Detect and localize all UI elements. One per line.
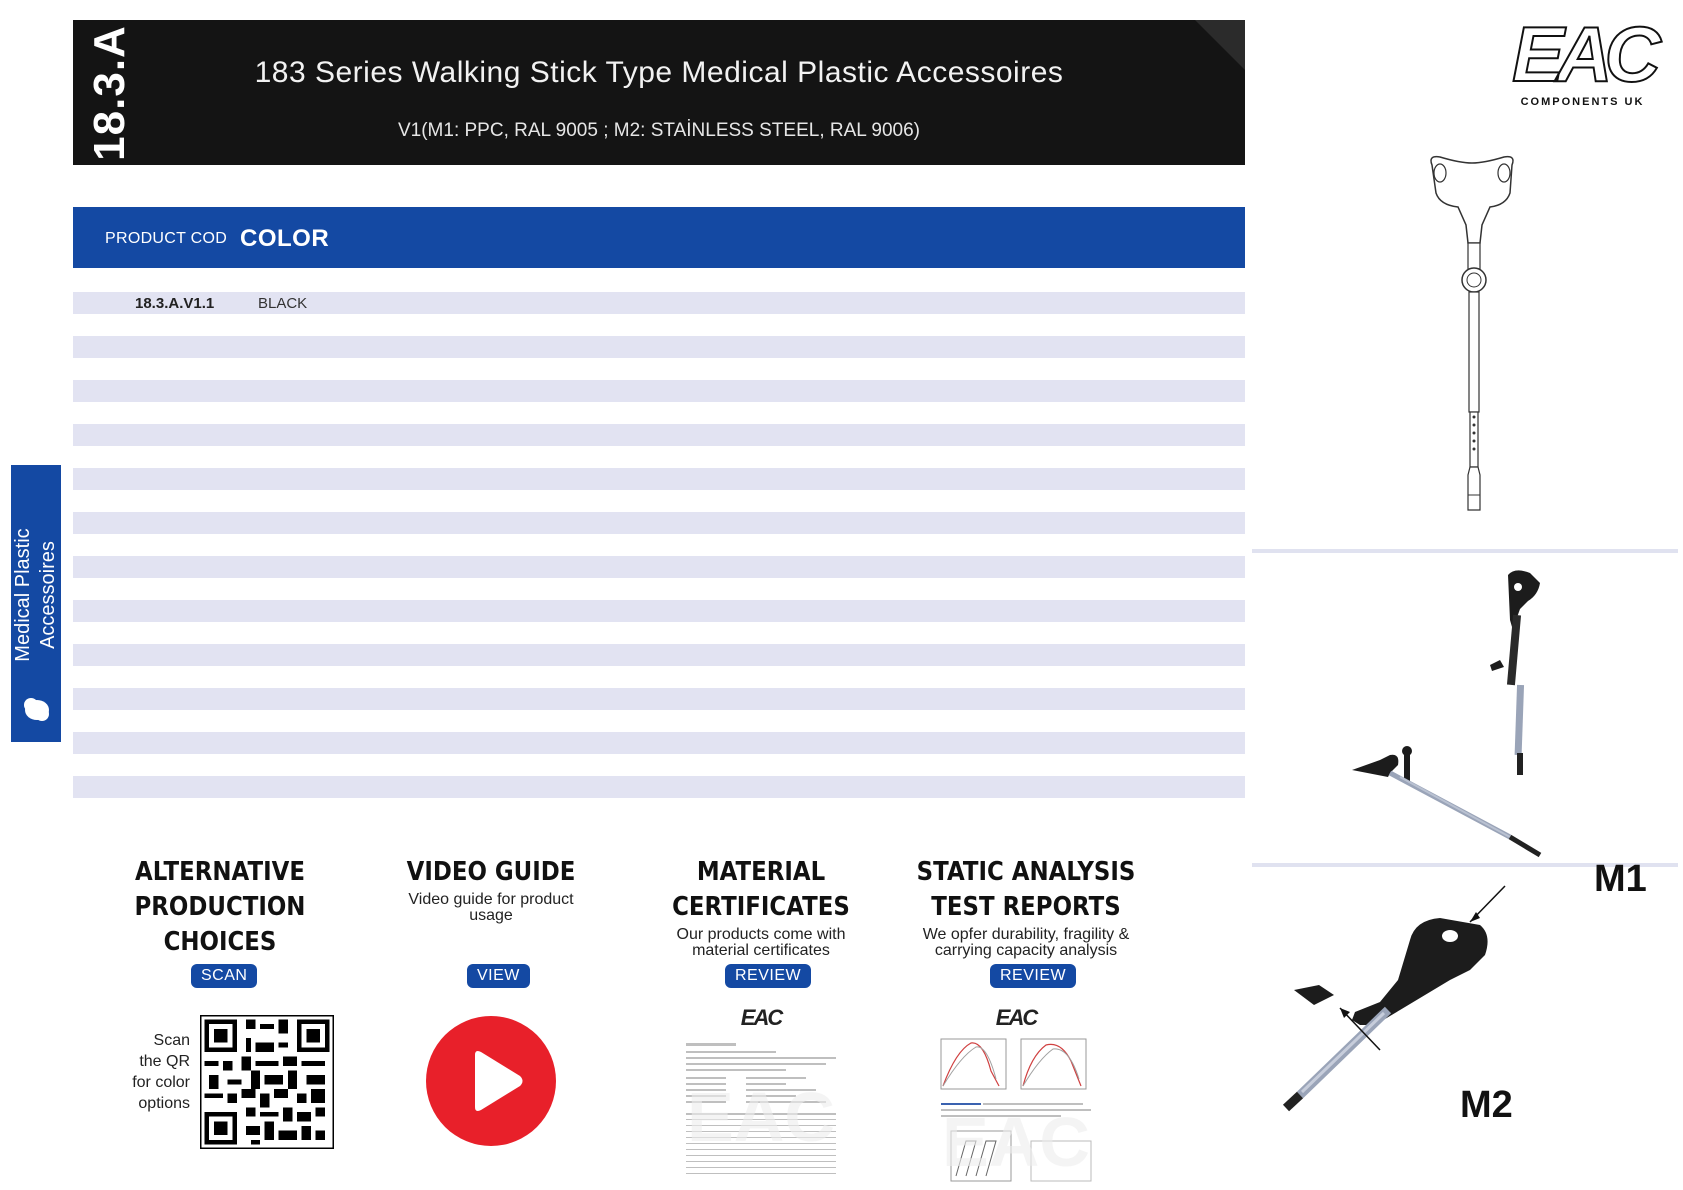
product-line-drawing — [1420, 155, 1530, 515]
table-row-empty — [73, 468, 1245, 490]
table-row-empty — [73, 732, 1245, 754]
svg-text:EAC: EAC — [687, 1078, 835, 1156]
table-row-empty — [73, 688, 1245, 710]
side-tab-label: Medical Plastic Accessoires — [12, 528, 59, 662]
page-subtitle: V1(M1: PPC, RAL 9005 ; M2: STAİNLESS STEEL, RAL 9006) — [397, 120, 921, 141]
doc-logo: EAC — [740, 1005, 782, 1030]
block-description: Our products come with material certificates — [676, 926, 846, 959]
review-reports-button[interactable]: REVIEW — [990, 964, 1076, 988]
block-title: VIDEO GUIDE — [406, 857, 576, 887]
table-row-empty — [73, 380, 1245, 402]
block-description: We opfer durability, fragility & carrying capacity analysis — [922, 926, 1130, 959]
doc-logo: EAC — [995, 1005, 1037, 1030]
block-title: CHOICES — [163, 927, 277, 957]
brand-subtitle: COMPONENTS UK — [1520, 96, 1645, 108]
block-title: MATERIAL — [696, 857, 826, 887]
alternative-choices-block — [95, 855, 345, 960]
header-banner — [73, 20, 1245, 165]
brand-logo — [1495, 10, 1670, 109]
table-row-empty — [73, 512, 1245, 534]
material-callout-render — [1280, 880, 1570, 1120]
report-document-thumbnail[interactable] — [921, 1005, 1111, 1190]
svg-text:EAC: EAC — [942, 1103, 1090, 1181]
table-row-empty — [73, 556, 1245, 578]
block-title: ALTERNATIVE — [135, 857, 305, 887]
brand-mark: EAC — [1512, 10, 1653, 98]
category-side-tab[interactable] — [11, 465, 61, 742]
cell-color: BLACK — [258, 295, 308, 312]
page-title: 183 Series Walking Stick Type Medical Plastic Accessoires — [254, 56, 1064, 89]
block-title: CERTIFICATES — [672, 892, 850, 922]
play-icon[interactable] — [425, 1015, 557, 1147]
cloud-icon — [21, 693, 51, 723]
static-analysis-block — [901, 855, 1151, 959]
table-row-empty — [73, 776, 1245, 798]
block-title: TEST REPORTS — [931, 892, 1121, 922]
view-button[interactable]: VIEW — [467, 964, 530, 988]
scan-note: Scan the QR for color options — [132, 1032, 190, 1112]
certificate-document-thumbnail[interactable] — [666, 1005, 856, 1190]
video-guide-block — [366, 855, 616, 924]
cell-product-code: 18.3.A.V1.1 — [135, 295, 215, 312]
table-row — [73, 292, 1245, 314]
material-certificates-block — [636, 855, 886, 959]
qr-code-icon[interactable] — [200, 1015, 334, 1149]
material-label-m2: M2 — [1460, 1084, 1513, 1126]
table-row-empty — [73, 644, 1245, 666]
product-render-pair — [1340, 565, 1600, 865]
block-title: PRODUCTION — [134, 892, 306, 922]
block-title: STATIC ANALYSIS — [916, 857, 1136, 887]
review-certificates-button[interactable]: REVIEW — [725, 964, 811, 988]
table-row-empty — [73, 600, 1245, 622]
table-header — [73, 207, 1245, 268]
report-graphs — [921, 1031, 1111, 1186]
table-row-empty — [73, 424, 1245, 446]
column-header-product-code: PRODUCT COD — [105, 230, 228, 247]
product-code-vertical: 18.3.A — [85, 24, 135, 161]
image-divider — [1252, 549, 1678, 553]
column-header-color: COLOR — [240, 225, 330, 252]
document-lines — [666, 1031, 856, 1186]
header-shine — [1195, 20, 1245, 70]
scan-button[interactable]: SCAN — [191, 964, 257, 988]
block-description: Video guide for product usage — [408, 891, 574, 924]
material-label-m1: M1 — [1594, 858, 1647, 900]
table-row-empty — [73, 336, 1245, 358]
